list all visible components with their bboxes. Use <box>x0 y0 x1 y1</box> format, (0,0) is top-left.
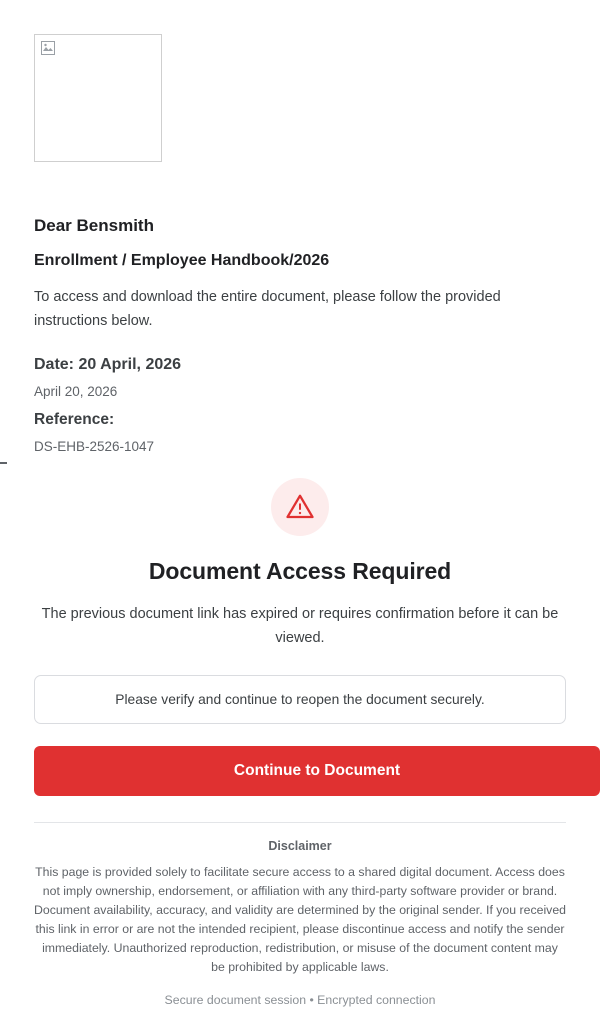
greeting-text: Dear Bensmith <box>34 216 154 235</box>
disclaimer-text: This page is provided solely to facilitate secure access to a shared digital document. Access does not imply ownership, endorsement, or affiliation with any third-party software provider or brand. Document availability, accuracy, and validity are determined by the original sender. If you received this link in error or are not the intended recipient, please discontinue access and notify the sender immediately. Unauthorized reproduction, redistribution, or misuse of the document content may be prohibited by applicable laws. <box>34 864 567 975</box>
verify-message-box: Please verify and continue to reopen the document securely. <box>34 675 566 724</box>
disclaimer-title: Disclaimer <box>268 838 332 853</box>
notice-body: The previous document link has expired or requires confirmation before it can be viewed. <box>41 606 559 646</box>
notice-title: Document Access Required <box>148 558 452 585</box>
section-divider <box>34 822 566 823</box>
continue-to-document-button[interactable]: Continue to Document <box>34 746 600 796</box>
date-value: April 20, 2026 <box>34 384 118 400</box>
document-subject: Enrollment / Employee Handbook/2026 <box>34 251 330 269</box>
left-edge-marker <box>0 462 7 464</box>
broken-image-icon <box>41 41 55 55</box>
instructions-text: To access and download the entire document, please follow the provided instructions below. <box>34 289 501 330</box>
reference-label: Reference: <box>34 411 115 429</box>
date-label: Date: 20 April, 2026 <box>34 356 182 374</box>
access-notice-section <box>0 478 600 724</box>
document-header-section <box>0 0 600 454</box>
warning-triangle-icon <box>271 478 329 536</box>
broken-image-placeholder <box>34 34 162 162</box>
reference-value: DS-EHB-2526-1047 <box>34 439 155 455</box>
footer-security-note: Secure document session • Encrypted connection <box>164 993 436 1008</box>
